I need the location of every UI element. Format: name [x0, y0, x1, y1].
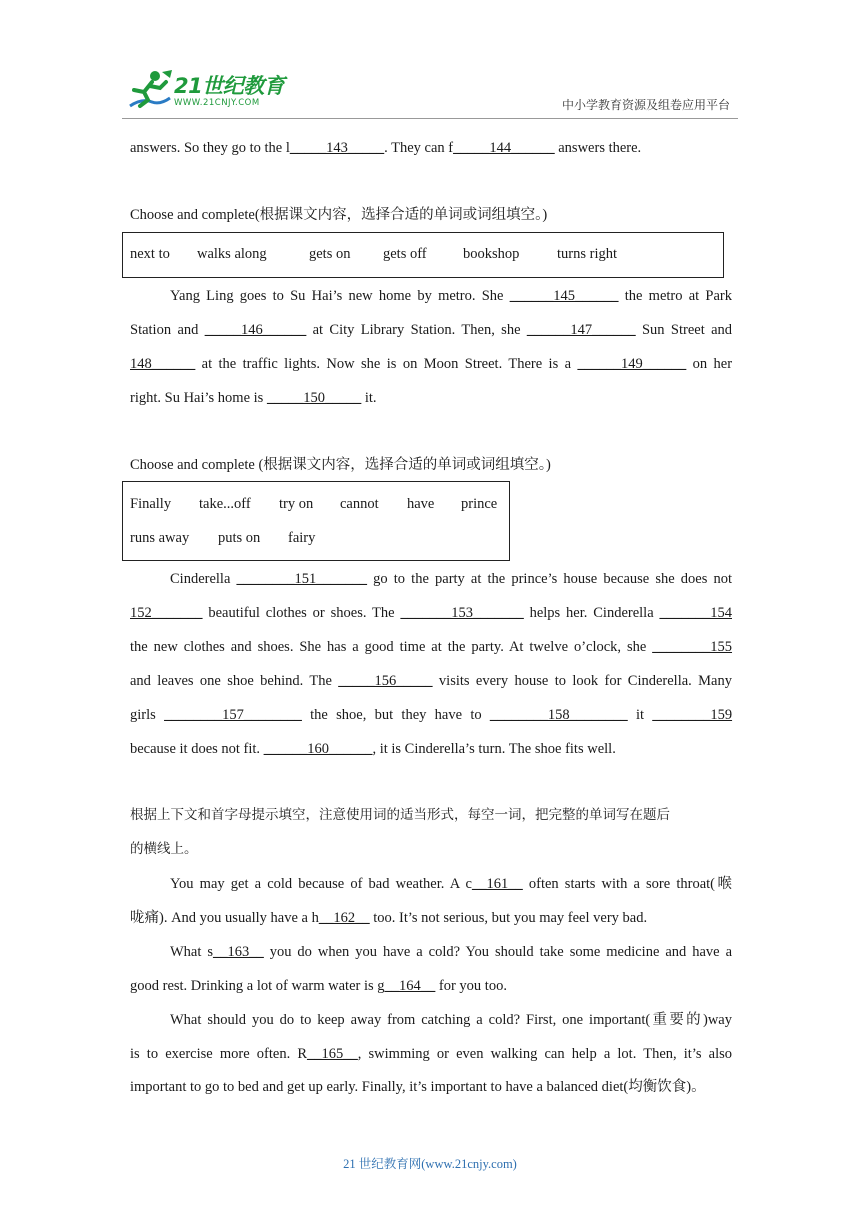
text-line — [170, 875, 732, 893]
text-line — [130, 389, 732, 407]
text-line — [130, 909, 732, 927]
text-span: , swimming or even walking can help a lot. Then, it’s also — [357, 1046, 732, 1062]
logo-text: 21世纪教育 — [174, 74, 285, 98]
word-option: Finally — [130, 496, 172, 512]
text-span: Cinderella — [170, 571, 231, 587]
word-box — [122, 481, 510, 561]
blank-159[interactable]: ________159 — [652, 707, 733, 723]
blank-158[interactable]: ________158________ — [489, 707, 628, 723]
word-option: bookshop — [463, 246, 520, 262]
text-line — [130, 1078, 732, 1096]
text-span: , it is Cinderella’s turn. The shoe fits well. — [372, 741, 616, 757]
text-span: the metro at Park — [624, 288, 732, 304]
blank-155[interactable]: ________155 — [652, 639, 733, 655]
word-option: puts on — [218, 530, 261, 546]
word-option: next to — [130, 246, 170, 262]
text-line — [130, 977, 732, 995]
text-line — [130, 139, 732, 157]
word-option: walks along — [197, 246, 267, 262]
word-option: take...off — [199, 496, 251, 512]
text-line — [170, 943, 732, 961]
word-option: have — [407, 496, 435, 512]
text-span: Yang Ling goes to Su Hai’s new home by metro. She — [170, 288, 504, 304]
blank-154[interactable]: _______154 — [659, 605, 732, 621]
blank-156[interactable]: _____156_____ — [338, 673, 433, 689]
text-span: 咙痛). And you usually have a h — [130, 910, 319, 926]
blank-153[interactable]: _______153_______ — [400, 605, 524, 621]
text-span: it. — [364, 390, 377, 406]
word-option: cannot — [340, 496, 379, 512]
site-logo[interactable] — [122, 68, 292, 114]
text-span: and leaves one shoe behind. The — [130, 673, 332, 689]
text-span: the new clothes and shoes. She has a good time at the party. At twelve o’clock, she — [130, 639, 647, 655]
word-option: prince — [461, 496, 498, 512]
logo-url: WWW.21CNJY.COM — [174, 98, 260, 108]
page-footer[interactable]: 21 世纪教育网(www.21cnjy.com) — [343, 1157, 517, 1171]
text-span: answers there. — [554, 140, 642, 156]
text-line — [130, 1045, 732, 1063]
section-title: Choose and complete (根据课文内容，选择合适的单词或词组填空。) — [130, 457, 551, 473]
word-option: turns right — [557, 246, 618, 262]
blank-161[interactable]: __161__ — [471, 876, 523, 892]
text-line — [170, 570, 732, 588]
blank-157[interactable]: ________157________ — [164, 707, 302, 723]
word-option: runs away — [130, 530, 190, 546]
blank-143[interactable]: _____143_____ — [289, 140, 385, 156]
text-span: What should you do to keep away from catching a cold? First, one important(重要的)way — [170, 1012, 732, 1028]
blank-150[interactable]: _____150_____ — [266, 390, 362, 406]
text-line — [130, 672, 732, 690]
text-span: beautiful clothes or shoes. The — [208, 605, 395, 621]
text-span: at City Library Station. Then, she — [312, 322, 521, 338]
word-option: gets on — [309, 246, 351, 262]
text-line — [130, 706, 732, 724]
running-figure-icon — [122, 68, 174, 112]
text-span: good rest. Drinking a lot of warm water is g — [130, 978, 385, 994]
blank-148[interactable]: 148______ — [130, 356, 196, 372]
text-line — [130, 740, 732, 758]
section-title: Choose and complete(根据课文内容，选择合适的单词或词组填空。) — [130, 207, 548, 223]
blank-165[interactable]: __165__ — [307, 1046, 358, 1062]
blank-149[interactable]: ______149______ — [577, 356, 687, 372]
text-span: helps her. Cinderella — [529, 605, 654, 621]
text-span: because it does not fit. — [130, 741, 261, 757]
text-span: too. It’s not serious, but you may feel very bad. — [373, 910, 648, 926]
text-span: girls — [130, 707, 156, 723]
blank-144[interactable]: _____144______ — [453, 140, 555, 156]
text-span: the shoe, but they have to — [310, 707, 482, 723]
text-span: you do when you have a cold? You should take some medicine and have a — [269, 944, 733, 960]
blank-151[interactable]: ________151_______ — [236, 571, 368, 587]
blank-145[interactable]: ______145______ — [509, 288, 619, 304]
blank-152[interactable]: 152_______ — [130, 605, 203, 621]
blank-162[interactable]: __162__ — [318, 910, 370, 926]
header-divider — [122, 118, 738, 119]
text-span: on her — [692, 356, 733, 372]
text-line — [130, 355, 732, 373]
word-option: fairy — [288, 530, 316, 546]
header-platform-text: 中小学教育资源及组卷应用平台 — [561, 98, 730, 112]
text-line — [170, 287, 732, 305]
word-box — [122, 232, 724, 278]
blank-163[interactable]: __163__ — [213, 944, 264, 960]
text-line — [130, 321, 732, 339]
text-span: answers. So they go to the l — [130, 140, 290, 156]
text-span: at the traffic lights. Now she is on Moon Street. There is a — [201, 356, 572, 372]
text-span: right. Su Hai’s home is — [130, 390, 264, 406]
word-option: gets off — [383, 246, 427, 262]
blank-146[interactable]: _____146______ — [204, 322, 307, 338]
section-title: 根据上下文和首字母提示填空，注意使用词的适当形式，每空一词，把完整的单词写在题后 — [130, 807, 670, 823]
text-span: Station and — [130, 322, 199, 338]
text-span: for you too. — [438, 978, 507, 994]
text-line — [130, 638, 732, 656]
text-span: visits every house to look for Cinderella. Many — [438, 673, 732, 689]
blank-147[interactable]: ______147______ — [526, 322, 636, 338]
blank-164[interactable]: __164__ — [384, 978, 436, 994]
text-span: important to go to bed and get up early. Finally, it’s important to have a balanced diet(均衡饮食)。 — [130, 1079, 706, 1095]
section-title-cont: 的横线上。 — [130, 841, 198, 857]
page-header — [0, 0, 860, 120]
text-span: What s — [170, 944, 213, 960]
text-line — [130, 604, 732, 622]
text-span: is to exercise more often. R — [130, 1046, 308, 1062]
word-option: try on — [279, 496, 314, 512]
text-span: . They can f — [384, 140, 454, 156]
text-span: You may get a cold because of bad weather. A c — [170, 876, 472, 892]
text-span: often starts with a sore throat(喉 — [528, 876, 733, 892]
text-span: it — [635, 707, 645, 723]
text-span: Sun Street and — [641, 322, 733, 338]
blank-160[interactable]: ______160______ — [263, 741, 373, 757]
text-span: go to the party at the prince’s house because she does not — [373, 571, 733, 587]
text-line — [170, 1011, 732, 1029]
